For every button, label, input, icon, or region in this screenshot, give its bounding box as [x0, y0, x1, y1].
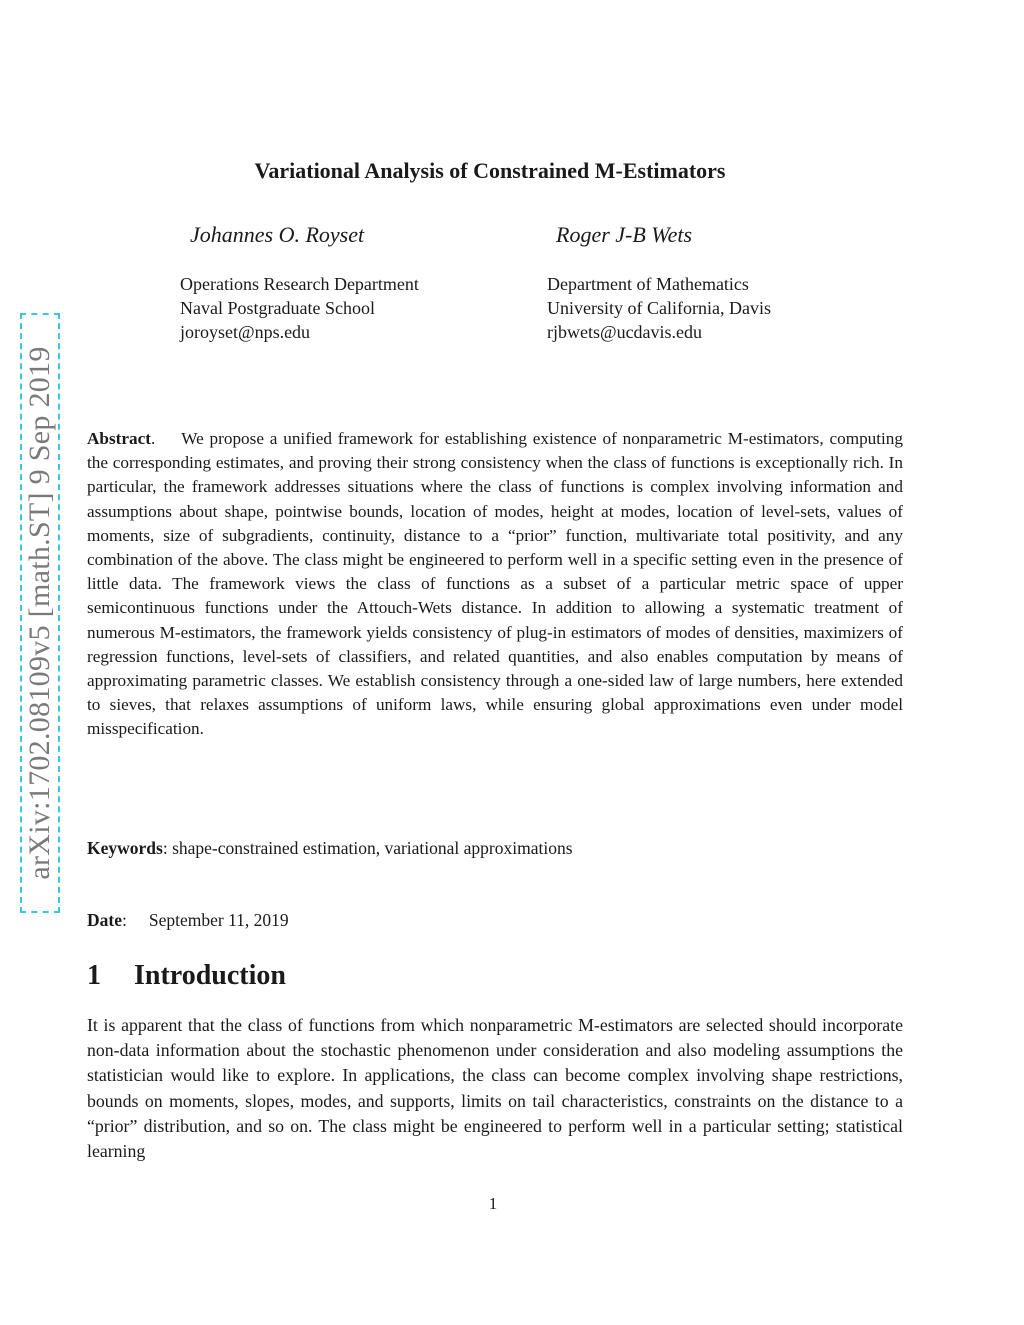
keywords-text: shape-constrained estimation, variational approximations — [172, 838, 573, 858]
section-heading — [87, 960, 286, 992]
page-number: 1 — [488, 1194, 498, 1213]
author-name-1: Johannes O. Royset — [190, 222, 365, 247]
date-value: September 11, 2019 — [148, 910, 289, 930]
affiliation-department: Department of Mathematics — [547, 274, 749, 294]
author-affiliation-2 — [547, 272, 771, 344]
affiliation-department: Operations Research Department — [180, 274, 419, 294]
affiliation-email: rjbwets@ucdavis.edu — [547, 322, 703, 342]
abstract-label: Abstract — [87, 429, 151, 448]
section-title: Introduction — [134, 960, 286, 991]
author-name-2: Roger J-B Wets — [556, 222, 693, 247]
date-line: Date: September 11, 2019 — [87, 910, 289, 930]
affiliation-institution: University of California, Davis — [547, 298, 771, 318]
keywords-label: Keywords — [87, 838, 163, 858]
date-label: Date — [87, 910, 122, 930]
abstract: Abstract. We propose a unified framework for establishing existence of nonparametric M-estimators, computing the corresponding estimates, and proving their strong consistency when the class of functions is exceptionally rich. In particular, the framework addresses situations where the class of functions is complex involving information and assumptions about shape, pointwise bounds, location of modes, height at modes, location of level-sets, values of moments, size of subgradients, continuity, distance to a “prior” function, multivariate total positivity, and any combination of the above. The class might be engineered to perform well in a specific setting even in the presence of little data. The framework views the class of functions as a subset of a particular metric space of upper semicontinuous functions under the Attouch-Wets distance. In addition to allowing a systematic treatment of numerous M-estimators, the framework yields consistency of plug-in estimators of modes of densities, maximizers of regression functions, level-sets of classifiers, and related quantities, and also enables computation by means of approximating parametric classes. We establish consistency through a one-sided law of large numbers, here extended to sieves, that relaxes assumptions of uniform laws, while ensuring global approximations even under model misspecification. — [87, 429, 903, 739]
affiliation-email: joroyset@nps.edu — [180, 322, 311, 342]
section-number: 1 — [87, 960, 101, 991]
intro-paragraph: It is apparent that the class of functions from which nonparametric M-estimators are selected should incorporate non-data information about the stochastic phenomenon under consideration and also modeling assumptions the statistician would like to explore. In applications, the class can become complex involving shape restrictions, bounds on moments, slopes, modes, and supports, limits on tail characteristics, constraints on the distance to a “prior” distribution, and so on. The class might be engineered to perform well in a particular setting; statistical learning — [87, 1015, 903, 1162]
paper-title: Variational Analysis of Constrained M-Estimators — [254, 158, 726, 183]
author-affiliation-1 — [180, 272, 419, 344]
affiliation-institution: Naval Postgraduate School — [180, 298, 375, 318]
arxiv-id: arXiv:1702.08109v5 [math.ST] 9 Sep 2019 — [23, 346, 56, 880]
keywords: Keywords: shape-constrained estimation, variational approximations — [87, 838, 573, 858]
abstract-text: We propose a unified framework for establishing existence of nonparametric M-estimators, computing the corresponding estimates, and proving their strong consistency when the class of functions is exceptionally rich. In particular, the framework addresses situations where the class of functions is complex involving information and assumptions about shape, pointwise bounds, location of modes, height at modes, location of level-sets, values of moments, size of subgradients, continuity, distance to a “prior” function, multivariate total positivity, and any combination of the above. The class might be engineered to perform well in a specific setting even in the presence of little data. The framework views the class of functions as a subset of a particular metric space of upper semicontinuous functions under the Attouch-Wets distance. In addition to allowing a systematic treatment of numerous M-estimators, the framework yields consistency of plug-in estimators of modes of densities, maximizers of regression functions, level-sets of classifiers, and related quantities, and also enables computation by means of approximating parametric classes. We establish consistency through a one-sided law of large numbers, here extended to sieves, that relaxes assumptions of uniform laws, while ensuring global approximations even under model misspecification. — [87, 429, 903, 739]
arxiv-stamp — [20, 313, 60, 913]
